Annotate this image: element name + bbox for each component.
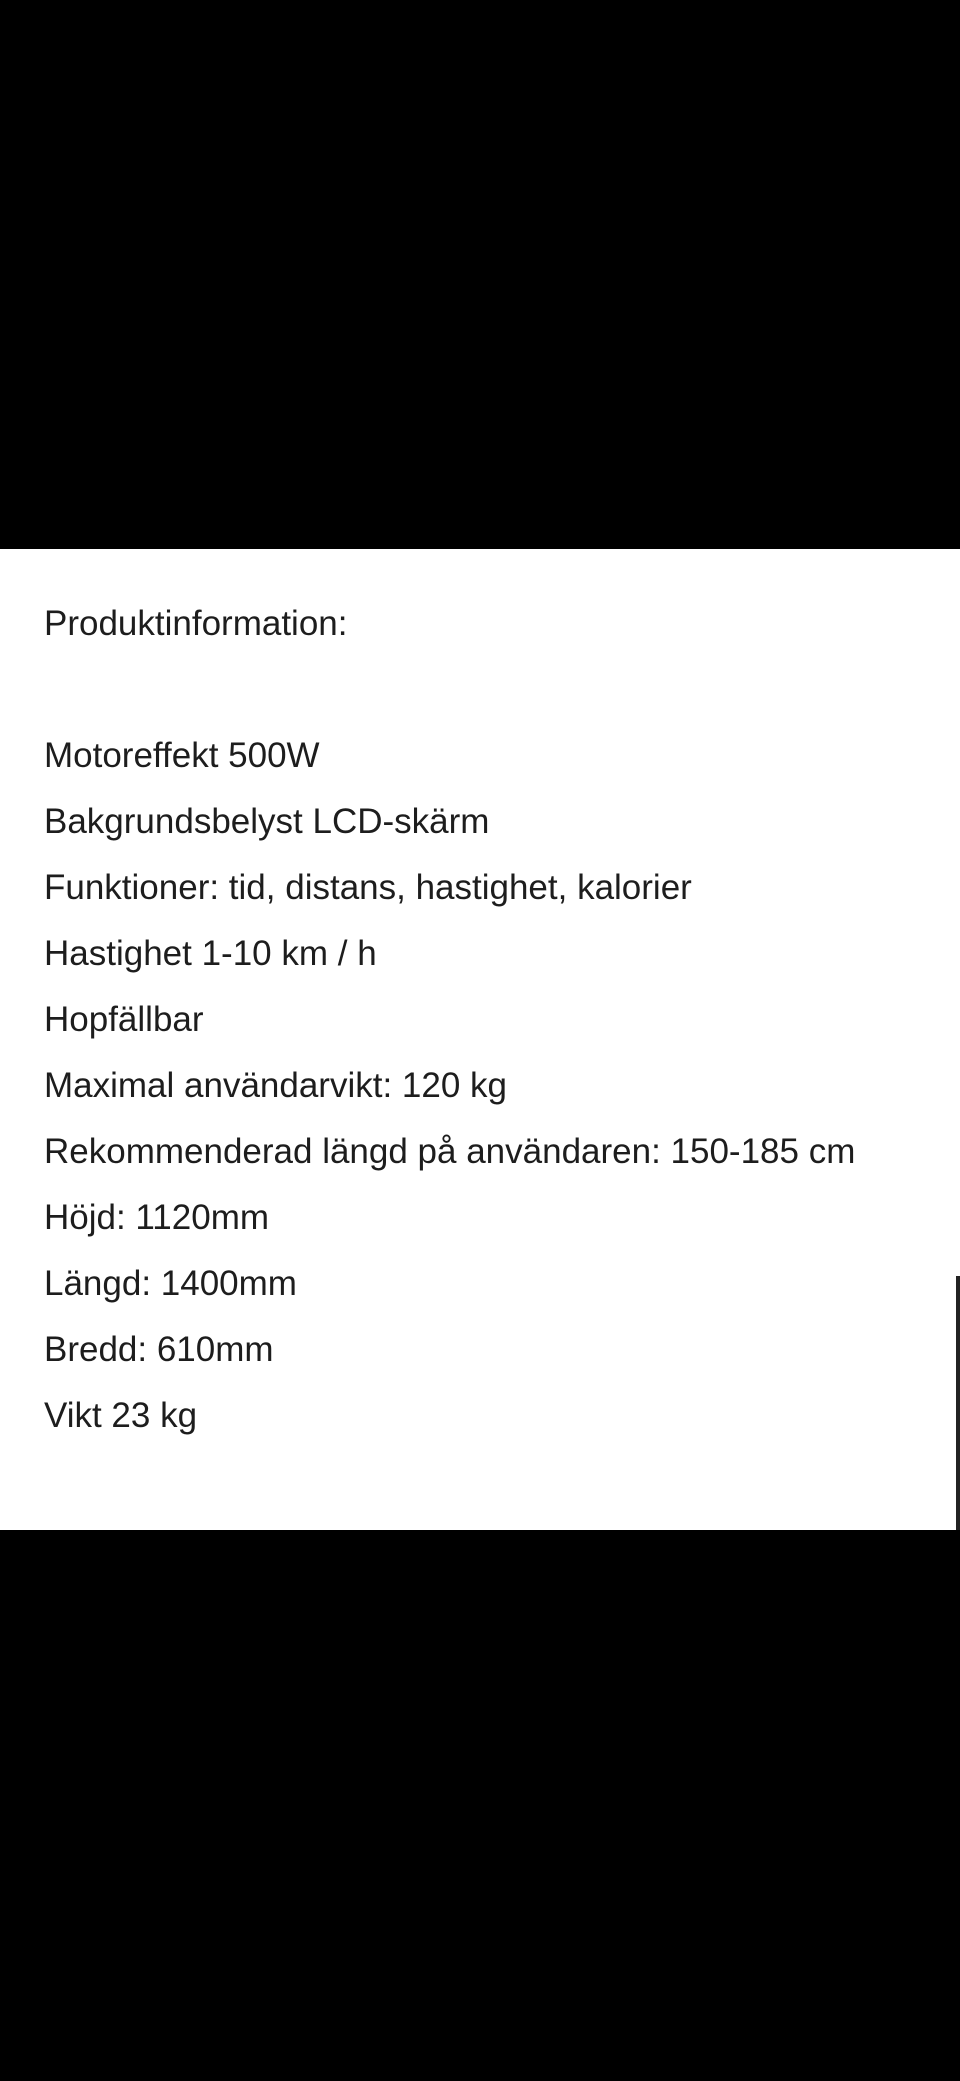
spec-weight: Vikt 23 kg <box>44 1396 198 1435</box>
product-info-card <box>0 549 960 1530</box>
product-info-heading: Produktinformation: <box>44 604 348 643</box>
top-black-area <box>0 0 960 549</box>
spec-motor-power: Motoreffekt 500W <box>44 736 320 775</box>
spec-recommended-height: Rekommenderad längd på användaren: 150-185 cm <box>44 1132 856 1171</box>
spec-lcd-display: Bakgrundsbelyst LCD-skärm <box>44 802 490 841</box>
scrollbar[interactable] <box>956 1276 960 1530</box>
spec-speed: Hastighet 1-10 km / h <box>44 934 377 973</box>
spec-foldable: Hopfällbar <box>44 1000 204 1039</box>
bottom-black-area <box>0 1530 960 2081</box>
spec-height: Höjd: 1120mm <box>44 1198 270 1237</box>
blank-line <box>44 657 916 723</box>
spec-functions: Funktioner: tid, distans, hastighet, kalorier <box>44 868 692 907</box>
spec-width: Bredd: 610mm <box>44 1330 274 1369</box>
spec-max-user-weight: Maximal användarvikt: 120 kg <box>44 1066 507 1105</box>
spec-length: Längd: 1400mm <box>44 1264 297 1303</box>
